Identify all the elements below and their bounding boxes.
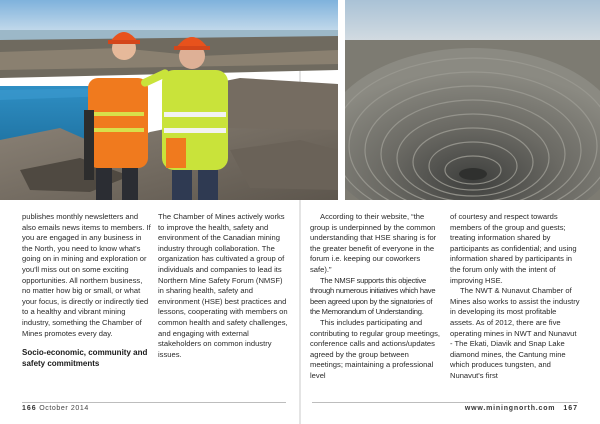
body-paragraph: of courtesy and respect towards members of the group and guests; treating information shared by participants as confidential; and using information shared by participants in the forum only with the intent of improving HSE. [450, 212, 577, 285]
issue-date: October 2014 [39, 405, 89, 412]
article-column-1 [22, 212, 152, 369]
article-column-2 [158, 212, 288, 360]
footer-left [22, 405, 89, 412]
article-column-3 [310, 212, 440, 382]
body-paragraph: The NMSF supports this objective through numerous initiatives which have been agreed upon by the signatories of the Memorandum of Understanding. [310, 275, 436, 317]
body-paragraph: The NWT & Nunavut Chamber of Mines also works to assist the industry in developing its most profitable assets. As of 2012, there are five operating mines in NWT and Nunavut - The Ekati, Diavik and Snap Lake diamond mines, the Cantung mine which produces tungsten, and Nunavut's first [450, 286, 580, 380]
body-paragraph: According to their website, “the group is underpinned by the common understanding that HSE sharing is for the greater benefit of everyone in the forum i.e. keeping our coworkers safe).” [310, 212, 437, 274]
body-paragraph: The Chamber of Mines actively works to improve the health, safety and environment of the Canadian mining industry through collaboration. The organization has cultivated a group of individuals and companies to lead its Northern Mine Safety Forum (NMSF) in sharing health, safety and environment (HSE) best practices and lessons, cooperating with members on common health and safety challenges, and engaging with external stakeholders on common industry issues. [158, 212, 288, 359]
body-paragraph: This includes participating and contributing to regular group meetings, conference calls and actions/updates agreed by the group between meetings; maintaining a professional level [310, 317, 441, 380]
section-subheading: Socio-economic, community and safety commitments [22, 348, 148, 369]
article-column-4 [450, 212, 580, 382]
page-number-left: 166 [22, 405, 37, 412]
footer-rule-left [22, 402, 286, 403]
website-link[interactable]: www.miningnorth.com [464, 405, 556, 412]
page-number-right: 167 [563, 405, 578, 412]
footer-right [465, 405, 578, 412]
footer-rule-right [312, 402, 578, 403]
photo-workers-lakeside [0, 0, 338, 200]
body-paragraph: publishes monthly newsletters and also emails news items to members. If you are engaged in any business in the North, you need to know what's going on in mining and exploration or you'll miss out on some exciting opportunities. All northern business, no matter how big or small, or what your focus, is directly or indirectly tied to a healthy and vibrant mining industry, something the Chamber of Mines promotes every day. [22, 212, 151, 338]
photo-open-pit-mine [345, 0, 600, 200]
